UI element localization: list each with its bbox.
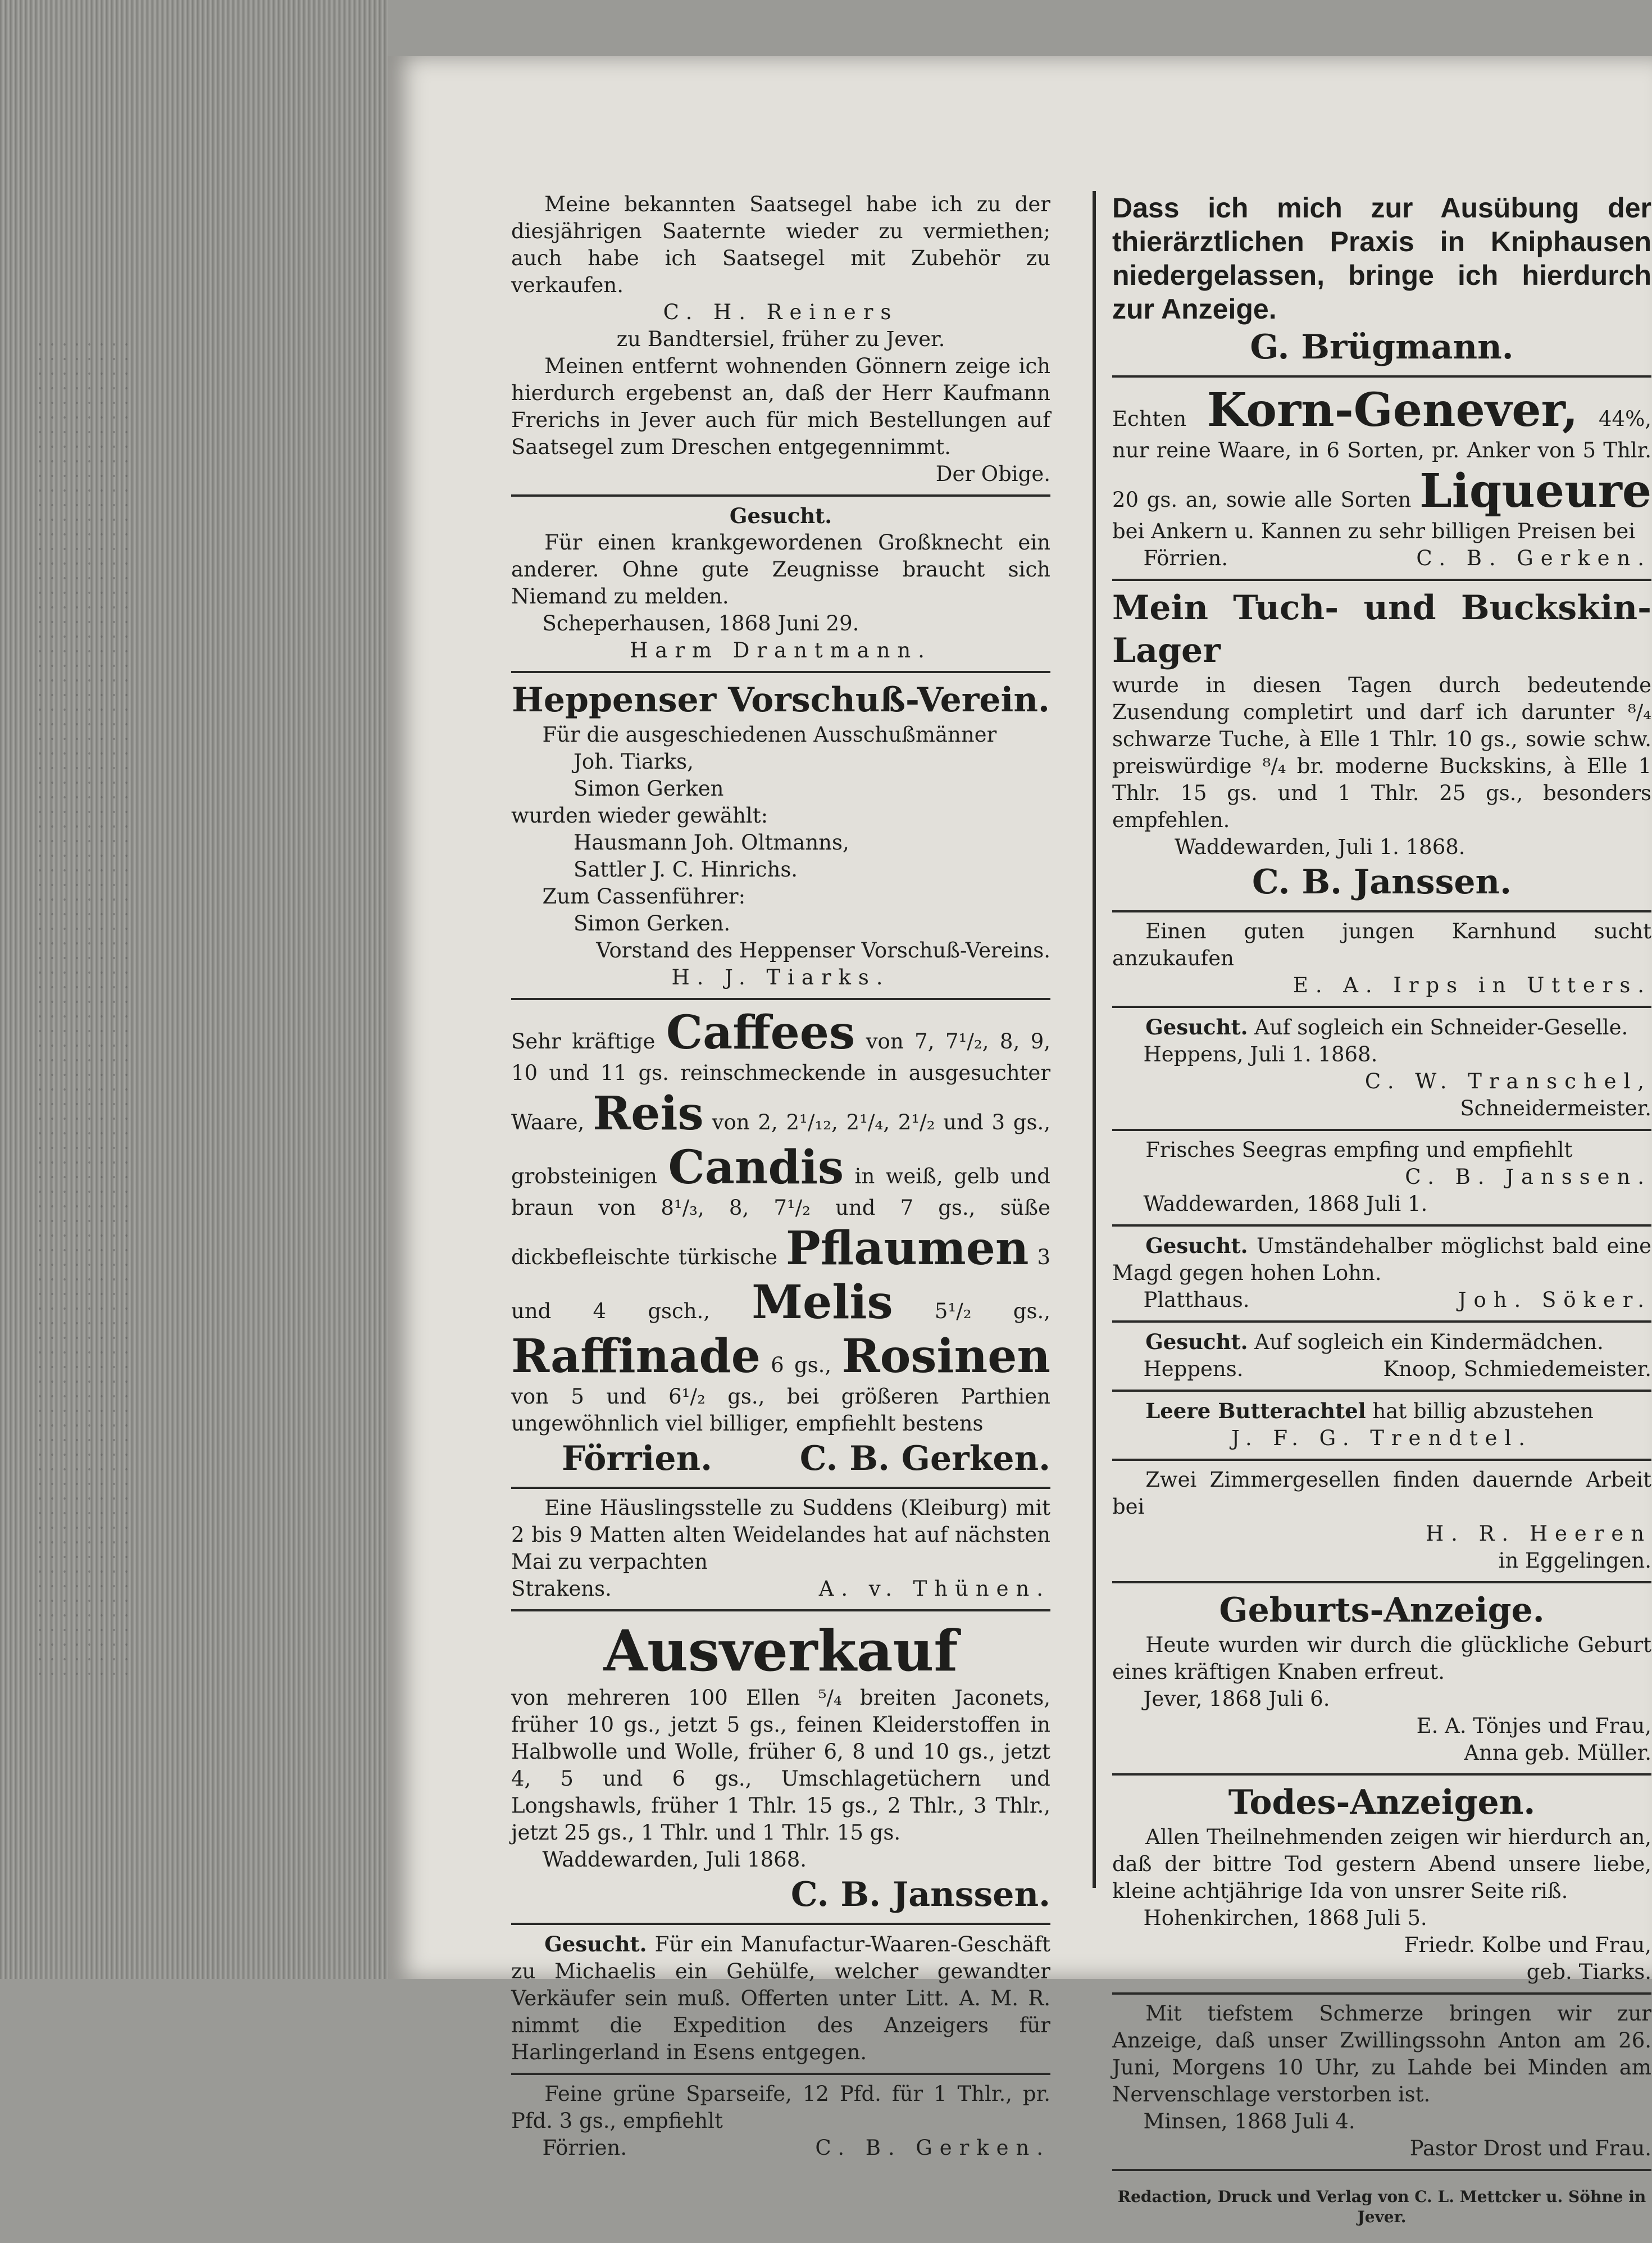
ad-vorschuss-verein (511, 673, 1050, 1000)
ad-place: Minsen, 1868 Juli 4. (1143, 2109, 1355, 2133)
ad-title: Gesucht. (1145, 1329, 1248, 1354)
product-korn-genever: Korn-Genever, (1207, 383, 1578, 437)
ad-text: Auf sogleich ein Kindermädchen. (1254, 1330, 1604, 1354)
ad-text: Hausmann Joh. Oltmanns, (574, 830, 849, 855)
newspaper-page (388, 56, 1652, 2226)
book-page-edges (0, 0, 388, 1979)
ad-place: Förrien. (542, 2136, 627, 2160)
ad-signature: Pastor Drost und Frau. (1409, 2136, 1651, 2160)
ad-signature: C. B. Janssen. (790, 1875, 1050, 1914)
ad-place: Jever, 1868 Juli 6. (1143, 1687, 1330, 1711)
ad-title: Heppenser Vorschuß-Verein. (512, 680, 1050, 720)
ad-signature: C. B. Gerken. (1416, 546, 1651, 570)
ad-signature: G. Brügmann. (1250, 328, 1514, 367)
ad-signature: A. v. Thünen. (818, 1577, 1050, 1601)
ad-text: bei Ankern u. Kannen zu sehr billigen Preisen bei (1112, 519, 1636, 543)
ad-magd (1112, 1227, 1651, 1323)
ad-butterachtel (1112, 1392, 1651, 1461)
ad-title: Todes-Anzeigen. (1228, 1783, 1536, 1822)
ad-text: reinschmeckende in ausgesuchter Waare, (511, 1061, 1051, 1134)
ad-gesucht-grossknecht (511, 497, 1050, 673)
ad-haeuslingsstelle (511, 1489, 1050, 1611)
ad-signature: Harm Drantmann. (630, 638, 932, 662)
ad-text: hat billig abzustehen (1372, 1399, 1594, 1423)
ad-footer (511, 2135, 1050, 2162)
ad-footer (1112, 1287, 1651, 1314)
ad-signature: Schneidermeister. (1460, 1096, 1651, 1120)
ad-text: wurden wieder gewählt: (511, 803, 768, 828)
ad-signature: Friedr. Kolbe und Frau, (1404, 1933, 1651, 1957)
ad-signature: J. F. G. Trendtel. (1231, 1426, 1532, 1450)
ad-title: Gesucht. (544, 1932, 647, 1956)
ad-signature: C. B. Gerken. (799, 1439, 1050, 1478)
ad-footer (1112, 545, 1651, 572)
ad-place: Heppens, Juli 1. 1868. (1143, 1042, 1378, 1066)
left-column (511, 185, 1050, 2168)
product-rosinen: Rosinen (841, 1329, 1051, 1383)
ad-place: Heppens. (1143, 1357, 1244, 1381)
ad-todes-anzeige-anton (1112, 1995, 1651, 2171)
ad-footer (1112, 1356, 1651, 1383)
ad-text: Einen guten jungen Karnhund sucht anzukaufen (1112, 919, 1651, 970)
ad-title: Gesucht. (729, 503, 832, 528)
product-reis: Reis (593, 1087, 704, 1141)
ad-text: 5¹/₂ gs., (934, 1299, 1050, 1323)
ad-text: in weiß, gelb und braun von 8¹/₃, 8, 7¹/₂ und 7 gs., süße dickbefleischte türkische (511, 1164, 1050, 1269)
ad-ausverkauf (511, 1611, 1050, 1925)
ad-signature: H. J. Tiarks. (671, 965, 890, 989)
ad-signature: geb. Tiarks. (1526, 1960, 1651, 1984)
ad-text: von 2, 2¹/₁₂, 2¹/₄, 2¹/₂ und 3 gs., grobsteinigen (511, 1110, 1050, 1188)
ad-text: 6 gs., (771, 1353, 832, 1377)
ad-saatsegel (511, 185, 1050, 497)
ad-signature: C. H. Reiners (663, 300, 899, 324)
ad-korn-genever (1112, 378, 1651, 581)
ad-title: Mein Tuch- und Buckskin-Lager (1112, 588, 1651, 670)
ad-signature: C. B. Gerken. (815, 2136, 1050, 2160)
ad-place: Scheperhausen, 1868 Juni 29. (542, 611, 859, 635)
ad-gesucht-gehuelfe (511, 1925, 1050, 2075)
ad-text: Joh. Tiarks, (574, 750, 694, 774)
ad-kindermaedchen (1112, 1323, 1651, 1392)
ad-tuch-lager (1112, 581, 1651, 912)
ad-signature: Anna geb. Müller. (1464, 1741, 1651, 1765)
ad-signature: C. W. Transchel, (1364, 1069, 1651, 1093)
ad-text: Zwei Zimmergesellen finden dauernde Arbeit bei (1112, 1468, 1651, 1519)
ad-text: Heute wurden wir durch die glückliche Geburt eines kräftigen Knaben erfreut. (1112, 1633, 1651, 1684)
ad-signature: Joh. Söker. (1458, 1288, 1651, 1312)
ad-signature: Der Obige. (935, 462, 1050, 486)
ad-text: wurde in diesen Tagen durch bedeutende Zusendung completirt und darf ich darunter ⁸/₄ schwarze Tuche, à Elle 1 Thlr. 10 gs., sowie schw. preiswürdige ⁸/₄ br. moderne Buckskins, à Elle 1 Thlr. 15 gs. und 1 Thlr. 25 gs., besonders empfehlen. (1112, 673, 1651, 832)
ad-text: Zum Cassenführer: (542, 884, 746, 909)
ad-signature: C. B. Janssen. (1251, 862, 1512, 902)
ad-place: Förrien. (562, 1439, 713, 1478)
ad-geburts-anzeige (1112, 1583, 1651, 1776)
ad-colonialwaren (511, 1000, 1050, 1489)
product-liqueure: Liqueure (1419, 464, 1651, 518)
ad-title: Gesucht. (1145, 1233, 1248, 1258)
ad-text: Umständehalber möglichst bald eine Magd gegen hohen Lohn. (1112, 1234, 1651, 1285)
ad-text: Simon Gerken (574, 777, 724, 801)
ad-text: Vorstand des Heppenser Vorschuß-Vereins. (596, 938, 1050, 962)
ad-text: Dass ich mich zur Ausübung der thierärztlichen Praxis in Kniphausen niedergelassen, bringe ich hierdurch zur Anzeige. (1112, 192, 1651, 325)
ad-text: Für einen krankgewordenen Großknecht ein anderer. Ohne gute Zeugnisse braucht sich Niemand zu melden. (511, 530, 1050, 609)
ad-text: 3 und 4 gsch., (511, 1245, 1051, 1323)
ad-zimmergesellen (1112, 1461, 1651, 1583)
ad-todes-anzeigen (1112, 1776, 1651, 1995)
product-melis: Melis (752, 1275, 893, 1329)
column-divider (1093, 191, 1096, 1888)
ad-signature: Knoop, Schmiedemeister. (1383, 1357, 1651, 1381)
ad-title: Gesucht. (1145, 1015, 1248, 1039)
imprint: Redaction, Druck und Verlag von C. L. Mettcker u. Söhne in Jever. (1117, 2187, 1646, 2226)
ad-text: Meine bekannten Saatsegel habe ich zu der diesjährigen Saaternte wieder zu vermiethen; auch habe ich Saatsegel mit Zubehör zu verkaufen. (511, 192, 1050, 297)
product-candis: Candis (668, 1141, 844, 1195)
ad-karnhund (1112, 912, 1651, 1008)
ad-text: von 5 und 6¹/₂ gs., bei größeren Parthien ungewöhnlich viel billiger, empfiehlt bestens (511, 1384, 1050, 1436)
ad-text: Allen Theilnehmenden zeigen wir hierdurch an, daß der bittre Tod gestern Abend unsere liebe, kleine achtjährige Ida von unsrer Seite riß. (1112, 1825, 1651, 1903)
ad-text: von 7, 7¹/₂, 8, 9, 10 und 11 gs. (511, 1029, 1051, 1085)
ad-title: Ausverkauf (603, 1618, 958, 1684)
ad-text: Sattler J. C. Hinrichs. (574, 857, 798, 882)
ad-text: von mehreren 100 Ellen ⁵/₄ breiten Jaconets, früher 10 gs., jetzt 5 gs., feinen Kleiderstoffen in Halbwolle und Wolle, früher 6, 8 und 10 gs., jetzt 4, 5 und 6 gs., Umschlagetüchern und Longshawls, früher 1 Thlr. 15 gs., 2 Thlr., 3 Thlr., jetzt 25 gs., 1 Thlr. und 1 Thlr. 15 gs. (511, 1686, 1050, 1845)
ad-text: Mit tiefstem Schmerze bringen wir zur Anzeige, daß unser Zwillingssohn Anton am 26. Juni, Morgens 10 Uhr, zu Lahde bei Minden am Nervenschlage verstorben ist. (1112, 2001, 1651, 2106)
ad-seegras (1112, 1131, 1651, 1227)
ad-title: Leere Butterachtel (1145, 1399, 1366, 1423)
ad-place: zu Bandtersiel, früher zu Jever. (616, 327, 945, 351)
ad-place: Strakens. (511, 1577, 612, 1601)
ad-signature: H. R. Heeren (1425, 1522, 1651, 1546)
ad-text: Eine Häuslingsstelle zu Suddens (Kleiburg) mit 2 bis 9 Matten alten Weidelandes hat auf nächsten Mai zu verpachten (511, 1496, 1050, 1574)
ad-place: Waddewarden, Juli 1. 1868. (1175, 835, 1466, 859)
ad-signature: E. A. Tönjes und Frau, (1416, 1714, 1651, 1738)
ad-tierarzt (1112, 185, 1651, 378)
product-raffinade: Raffinade (511, 1329, 761, 1383)
ad-text: Frisches Seegras empfing und empfiehlt (1145, 1138, 1573, 1162)
product-pflaumen: Pflaumen (785, 1222, 1029, 1275)
ad-footer (511, 1437, 1050, 1480)
ad-text: Meinen entfernt wohnenden Gönnern zeige ich hierdurch ergebenst an, daß der Herr Kaufmann Frerichs in Jever auch für mich Bestellungen auf Saatsegel zum Dreschen entgegennimmt. (511, 354, 1050, 459)
ad-place: Waddewarden, 1868 Juli 1. (1143, 1192, 1428, 1216)
ad-place: Hohenkirchen, 1868 Juli 5. (1143, 1906, 1427, 1930)
ad-place: Platthaus. (1143, 1288, 1250, 1312)
ad-text: Auf sogleich ein Schneider-Geselle. (1254, 1015, 1628, 1039)
right-column (1112, 185, 1651, 2243)
ad-text: Echten (1112, 407, 1187, 431)
ad-sparseife (511, 2075, 1050, 2168)
ad-place: in Eggelingen. (1498, 1549, 1651, 1573)
ad-title: Geburts-Anzeige. (1219, 1591, 1545, 1630)
ad-text: reine Waare, in 6 Sorten, pr. Anker von 5 Thlr. 20 gs. an, sowie alle Sorten (1112, 438, 1651, 512)
ad-place: Waddewarden, Juli 1868. (542, 1847, 807, 1872)
ad-schneider (1112, 1008, 1651, 1131)
ad-text: Für ein Manufactur-Waaren-Geschäft zu Michaelis ein Gehülfe, welcher gewandter Verkäufer sein muß. Offerten unter Litt. A. M. R. nimmt die Expedition des Anzeigers für Harlingerland in Esens entgegen. (511, 1932, 1050, 2064)
product-caffees: Caffees (666, 1006, 855, 1060)
ad-text: 44%, nur (1112, 407, 1652, 462)
ad-footer (511, 1575, 1050, 1602)
ad-text: Sehr kräftige (511, 1029, 656, 1054)
ad-text: Simon Gerken. (574, 911, 731, 936)
foxing-spots (34, 337, 135, 1686)
ad-text: Für die ausgeschiedenen Ausschußmänner (542, 723, 997, 747)
ad-signature: C. B. Janssen. (1405, 1165, 1651, 1189)
ad-text: Feine grüne Sparseife, 12 Pfd. für 1 Thlr., pr. Pfd. 3 gs., empfiehlt (511, 2082, 1050, 2133)
ad-signature: E. A. Irps in Utters. (1293, 973, 1651, 997)
ad-place: Förrien. (1143, 546, 1228, 570)
